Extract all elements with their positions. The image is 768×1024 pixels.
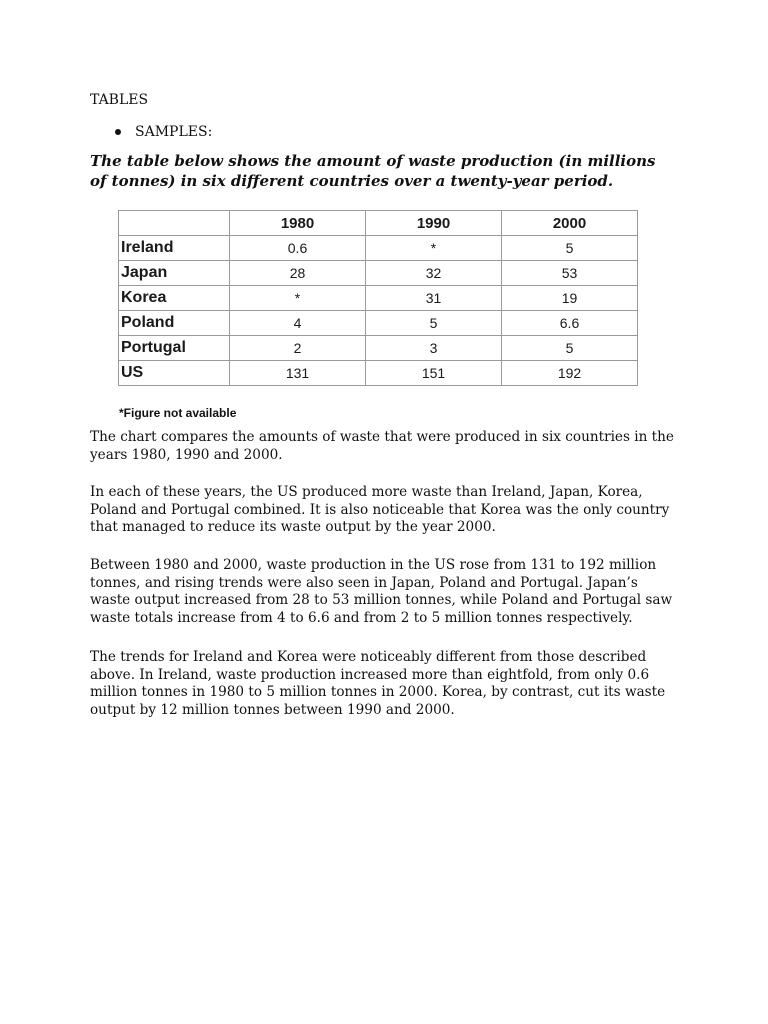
value-cell: 32 xyxy=(366,261,502,286)
table-corner-cell xyxy=(119,211,230,236)
value-cell: 192 xyxy=(502,361,638,386)
value-cell: 131 xyxy=(230,361,366,386)
table-row xyxy=(119,336,638,361)
table-header-row xyxy=(119,211,638,236)
country-cell: Portugal xyxy=(119,336,230,361)
value-cell: 5 xyxy=(502,236,638,261)
waste-table xyxy=(118,210,638,386)
table-row xyxy=(119,311,638,336)
value-cell: * xyxy=(366,236,502,261)
table-row xyxy=(119,261,638,286)
paragraph-ireland-korea: The trends for Ireland and Korea were noticeably different from those described above. In Ireland, waste production increased more than eightfold, from only 0.6 million tonnes in 1980 to 5 million tonnes in 2000. Korea, by contrast, cut its waste output by 12 million tonnes between 1990 and 2000. xyxy=(90,649,666,718)
table-row xyxy=(119,361,638,386)
country-cell: US xyxy=(119,361,230,386)
value-cell: 3 xyxy=(366,336,502,361)
country-cell: Japan xyxy=(119,261,230,286)
paragraph-rising-trends: Between 1980 and 2000, waste production in the US rose from 131 to 192 million tonnes, and rising trends were also seen in Japan, Poland and Portugal. Japan’s waste output increased from 28 to 53 million tonnes, while Poland and Portugal saw waste totals increase from 4 to 6.6 and from 2 to 5 million tonnes respectively. xyxy=(90,557,673,626)
value-cell: * xyxy=(230,286,366,311)
table-row xyxy=(119,236,638,261)
value-cell: 5 xyxy=(366,311,502,336)
year-header: 2000 xyxy=(502,211,638,236)
value-cell: 151 xyxy=(366,361,502,386)
paragraph-us-comparison: In each of these years, the US produced more waste than Ireland, Japan, Korea, Poland and Portugal combined. It is also noticeable that Korea was the only country that managed to reduce its waste output by the year 2000. xyxy=(90,484,670,536)
value-cell: 5 xyxy=(502,336,638,361)
value-cell: 0.6 xyxy=(230,236,366,261)
bullet-dot-icon xyxy=(115,129,121,135)
year-header: 1980 xyxy=(230,211,366,236)
table-row xyxy=(119,286,638,311)
value-cell: 28 xyxy=(230,261,366,286)
value-cell: 19 xyxy=(502,286,638,311)
value-cell: 6.6 xyxy=(502,311,638,336)
value-cell: 2 xyxy=(230,336,366,361)
bullet-item xyxy=(115,124,212,140)
paragraph-overview: The chart compares the amounts of waste that were produced in six countries in the years 1980, 1990 and 2000. xyxy=(90,429,674,463)
country-cell: Korea xyxy=(119,286,230,311)
value-cell: 4 xyxy=(230,311,366,336)
section-heading: TABLES xyxy=(90,92,149,108)
country-cell: Ireland xyxy=(119,236,230,261)
task-intro: The table below shows the amount of waste production (in millions of tonnes) in six different countries over a twenty-year period. xyxy=(90,152,656,190)
country-cell: Poland xyxy=(119,311,230,336)
table-footnote: *Figure not available xyxy=(119,406,237,420)
value-cell: 31 xyxy=(366,286,502,311)
year-header: 1990 xyxy=(366,211,502,236)
value-cell: 53 xyxy=(502,261,638,286)
bullet-label: SAMPLES: xyxy=(135,124,213,140)
